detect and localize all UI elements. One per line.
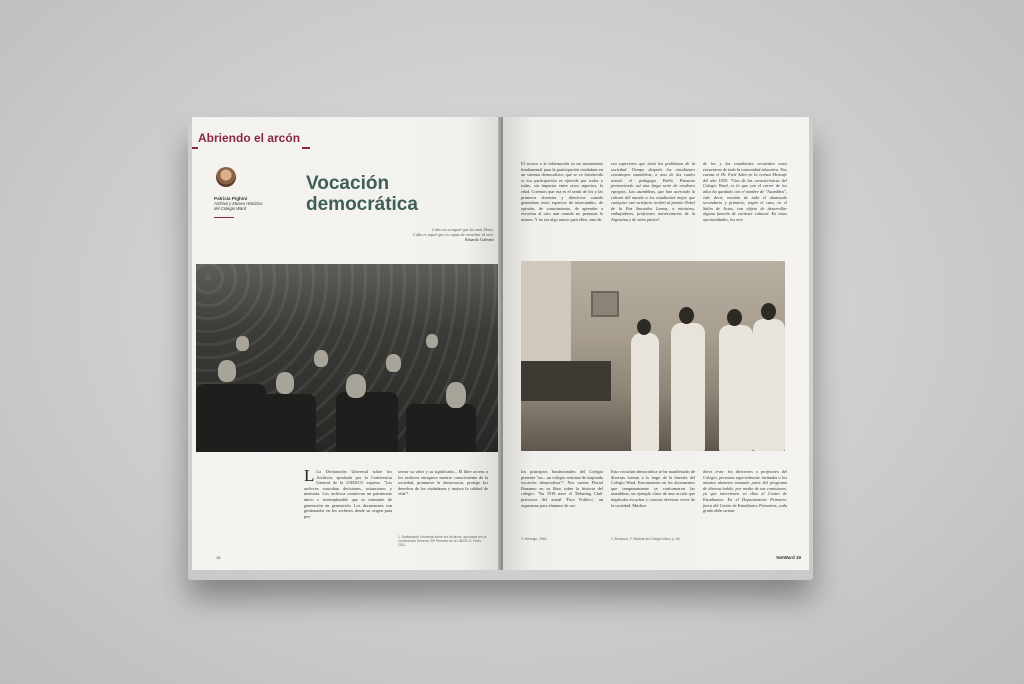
author-block	[214, 196, 284, 211]
epigraph-line-1: Culto no es aquel que lee más libros.	[432, 227, 494, 232]
author-rule	[214, 217, 234, 218]
photo-face	[346, 374, 366, 398]
page-number-left: 18	[216, 555, 221, 560]
right-col-1-bottom: los principios fundacionales del Colegio presente "un... un colegio cristiano de inspirada vocación democrática"³. Nos cuenta Florial Bonanno en su libro sobre la historia del colegio: "En 1918 nace el 'Debating Club' precursor del actual 'Foro Político', un organismo para alumnos de cur-	[521, 469, 603, 508]
photo-figure	[671, 323, 705, 451]
photo-figure	[719, 325, 753, 451]
body-column-1: L La Declaración Universal sobre los Archivos, aprobada por la Conferencia General de la UNESCO expresa: "Los archivos custodian decisiones, actuaciones y memoria. Los archivos conservan un patrimonio único e irreemplazable que se transmite de generación en generación. Los documentos son gestionados en los archivos desde su origen para pre-	[304, 466, 392, 519]
photo-face	[314, 350, 328, 367]
section-bar-left	[192, 147, 198, 149]
audience-photo	[196, 264, 501, 452]
photo-figure	[406, 404, 476, 452]
section-bar-right	[302, 147, 310, 149]
photo-figure	[753, 319, 785, 451]
brand-name: NetWard	[776, 555, 795, 560]
photo-figure	[631, 333, 659, 451]
epigraph	[318, 227, 494, 243]
right-col-2-top: eso superiores que traía los problemas de la sociedad. Tiempo después los estudiantes constituyen asambleas, a una de las cuales asistió el pedagogo Pablo Pizzurno promoviendo así una larga serie de oradores egregios. Las asambleas, que han acercado la cultura del mundo a los estudiantes mejor que cualquier otro artefacto recibió al premio Nobel de la Paz Saavedra Lamas, a ministros, embajadores, profesores universitarios de la Argentina y de otros países².	[611, 161, 695, 222]
photo-face	[276, 372, 294, 394]
body-column-2: servar su valor y su significado... El libre acceso a los archivos enriquece nuestro conocimiento de la sociedad, promueve la democracia, protege los derechos de los ciudadanos y mejora la calidad de vida"¹.	[398, 469, 488, 497]
right-col-3-bottom: dores eran: los directores o profesores del Colegio, personas especialmente invitadas o los mismos alumnos tomando parte del programa de diversa índole, por medio de sus comisiones, ya que intervienen en ellas el Centro de Estudiantes. En el Departamento Primario, fuera del Centro de Estudiantes Primarios, cada grado debe actuar	[703, 469, 787, 514]
author-name: Patricia Pighini	[214, 196, 248, 201]
author-role-1: Archivo y Museo Histórico	[214, 201, 263, 206]
footnote-right-2: 3. Mensaje, 1955.	[521, 537, 548, 541]
author-role-2: del Colegio Ward	[214, 206, 247, 211]
photo-figure	[256, 394, 316, 452]
photo-head	[679, 307, 694, 324]
page-number-right: 19	[795, 555, 801, 560]
article-headline	[306, 173, 476, 215]
photo-face	[446, 382, 466, 408]
photo-head	[761, 303, 776, 320]
photo-table	[521, 361, 611, 401]
epigraph-line-2: Culto es aquel que es capaz de escuchar al otro.	[412, 232, 494, 238]
right-col-2-bottom: Esta vocación democrática se ha manifestado de diversas formas a lo largo de la historia del Colegio Ward. Encontramos en los documentos que tempranamente se conformaron las asambleas, un ejemplo claro de una acción que implicaba escuchar y conocer diversas voces de la sociedad. Muchos	[611, 469, 695, 508]
photo-head	[727, 309, 742, 326]
headline-line-1: Vocación	[306, 173, 390, 194]
photo-frame	[591, 291, 619, 317]
brand-footer	[776, 555, 801, 560]
right-col-1-top: El acceso a la información es un instrumento fundamental para la participación ciudadana en un sistema democrático, que se ve fortalecido si esa participación es ejercida por todos y todas, sin importar entre otros aspectos, la edad. Creemos que esa es el sentir de los y las primeros docentes y directivos cuando generaban estos espacios de intercambio, de opinión, de conocimiento, de aprender a escuchar al otro aun cuando no pensaras lo mismo. Y no era algo nuevo para ellos, sino de	[521, 161, 603, 222]
section-title: Abriendo el arcón	[198, 131, 301, 145]
author-avatar	[216, 167, 236, 187]
footnote: 1. Declaración Universal sobre los Archivos, aprobada por la Conferencia General, 36ª Reunión de la UNESCO, París, 2011.	[398, 535, 487, 547]
photo-face	[218, 360, 236, 382]
footnote-right-1: 2. Bonanno, F. Historia del Colegio Ward, p. 86.	[611, 537, 681, 541]
left-page	[192, 117, 501, 570]
photo-face	[426, 334, 438, 348]
photo-face	[236, 336, 249, 351]
epigraph-author: Eduardo Galeano	[464, 237, 494, 243]
photo-figure	[336, 392, 398, 452]
assembly-photo	[521, 261, 785, 451]
photo-face	[386, 354, 401, 372]
right-page	[503, 117, 809, 570]
right-col-3-top: de los y las estudiantes recuerdan estos encuentros de toda la comunidad educativa. Nos cuenta el Dr. Fred Aden en la revista Mensaje del año 1955: "Una de las características del Colegio Ward, es lo que con el correr de los años ha quedado con el nombre de "Asamblea", vale decir, reunión de todo el alumnado secundario y primario, según el caso, en el Salón de Actos, con objeto de desarrollar alguna función de carácter cultural. En estas oportunidades, los ora-	[703, 161, 787, 222]
photo-head	[637, 319, 651, 335]
headline-line-2: democrática	[306, 194, 418, 215]
